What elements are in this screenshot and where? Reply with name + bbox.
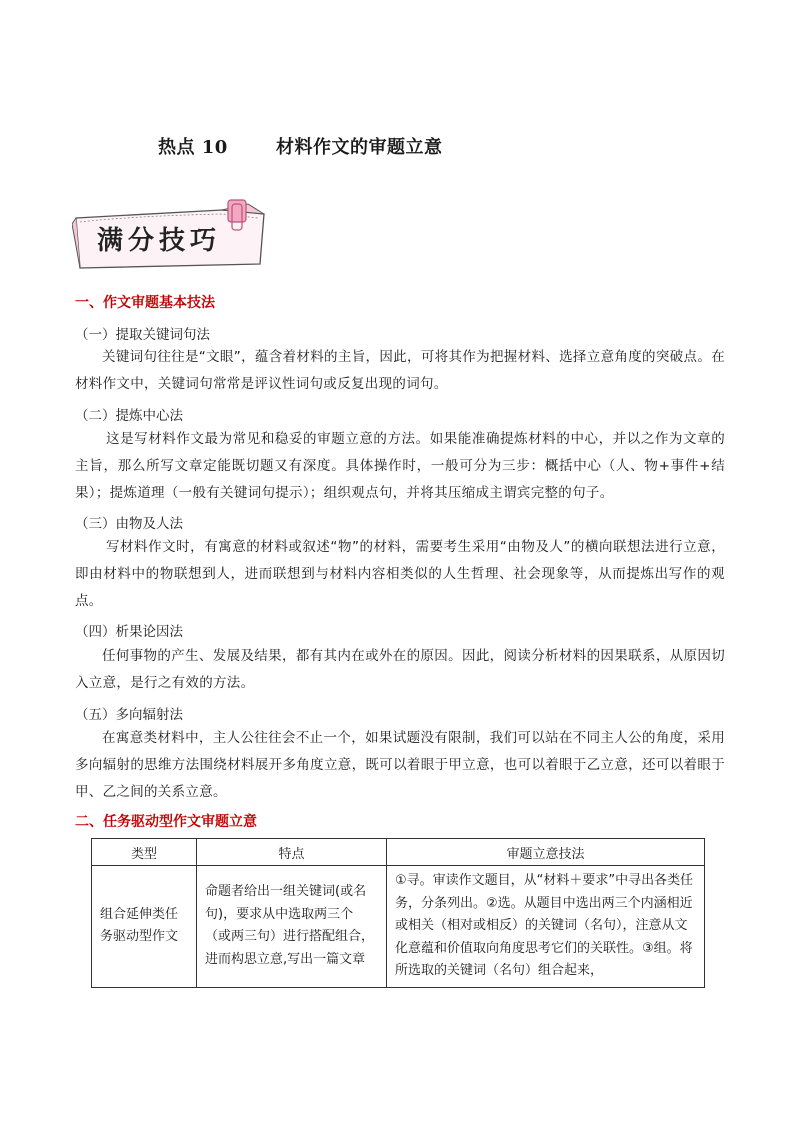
task-table xyxy=(91,838,705,988)
subheading-5: （五）多向辐射法 xyxy=(75,707,183,723)
subheading-2: （二）提炼中心法 xyxy=(75,408,183,424)
cell-feature: 命题者给出一组关键词(或名句)，要求从中选取两三个（或两三句）进行搭配组合，进而构思立意,写出一篇文章 xyxy=(197,866,387,988)
table-header-row xyxy=(92,839,705,866)
paragraph-5: 在寓意类材料中，主人公往往会不止一个，如果试题没有限制，我们可以站在不同主人公的角度，采用多向辐射的思维方法围绕材料展开多角度立意，既可以着眼于甲立意，也可以着眼于乙立意，还可以着眼于甲、乙之间的关系立意。 xyxy=(75,730,725,800)
subheading-1: （一）提取关键词句法 xyxy=(75,327,210,343)
section1-heading: 一、作文审题基本技法 xyxy=(75,295,215,311)
paragraph-3: 写材料作文时，有寓意的材料或叙述“物”的材料，需要考生采用“由物及人”的横向联想法进行立意，即由材料中的物联想到人，进而联想到与材料内容相类似的人生哲理、社会现象等，从而提炼出写作的观点。 xyxy=(75,539,725,609)
title-text: 材料作文的审题立意 xyxy=(276,137,443,158)
header-method: 审题立意技法 xyxy=(387,839,705,866)
section2-heading: 二、任务驱动型作文审题立意 xyxy=(75,814,257,830)
hotspot-number: 热点 10 xyxy=(158,137,228,158)
cell-type: 组合延伸类任务驱动型作文 xyxy=(92,866,197,988)
subheading-4: （四）析果论因法 xyxy=(75,624,183,640)
paragraph-4: 任何事物的产生、发展及结果，都有其内在或外在的原因。因此，阅读分析材料的因果联系，从原因切入立意，是行之有效的方法。 xyxy=(75,648,725,691)
cell-method: ①寻。审读作文题目，从“材料＋要求”中寻出各类任务，分条列出。②选。从题目中选出两三个内涵相近或相关（相对或相反）的关键词（名句），注意从文化意蕴和价值取向角度思考它们的关联性。③组。将所选取的关键词（名句）组合起来， xyxy=(387,866,705,988)
section-banner xyxy=(72,200,272,274)
banner-label: 满分技巧 xyxy=(97,226,222,256)
table-row xyxy=(92,866,705,988)
paragraph-1: 关键词句往往是“文眼”，蕴含着材料的主旨，因此，可将其作为把握材料、选择立意角度的突破点。在材料作文中，关键词句常常是评议性词句或反复出现的词句。 xyxy=(75,349,725,392)
paragraph-2: 这是写材料作文最为常见和稳妥的审题立意的方法。如果能准确提炼材料的中心，并以之作为文章的主旨，那么所写文章定能既切题又有深度。具体操作时，一般可分为三步：概括中心（人、物+事件+结果）；提炼道理（一般有关键词句提示）；组织观点句，并将其压缩成主谓宾完整的句子。 xyxy=(75,431,725,501)
paperclip-icon xyxy=(224,198,250,232)
header-feature: 特点 xyxy=(197,839,387,866)
header-type: 类型 xyxy=(92,839,197,866)
subheading-3: （三）由物及人法 xyxy=(75,516,183,532)
page-title xyxy=(158,133,443,159)
